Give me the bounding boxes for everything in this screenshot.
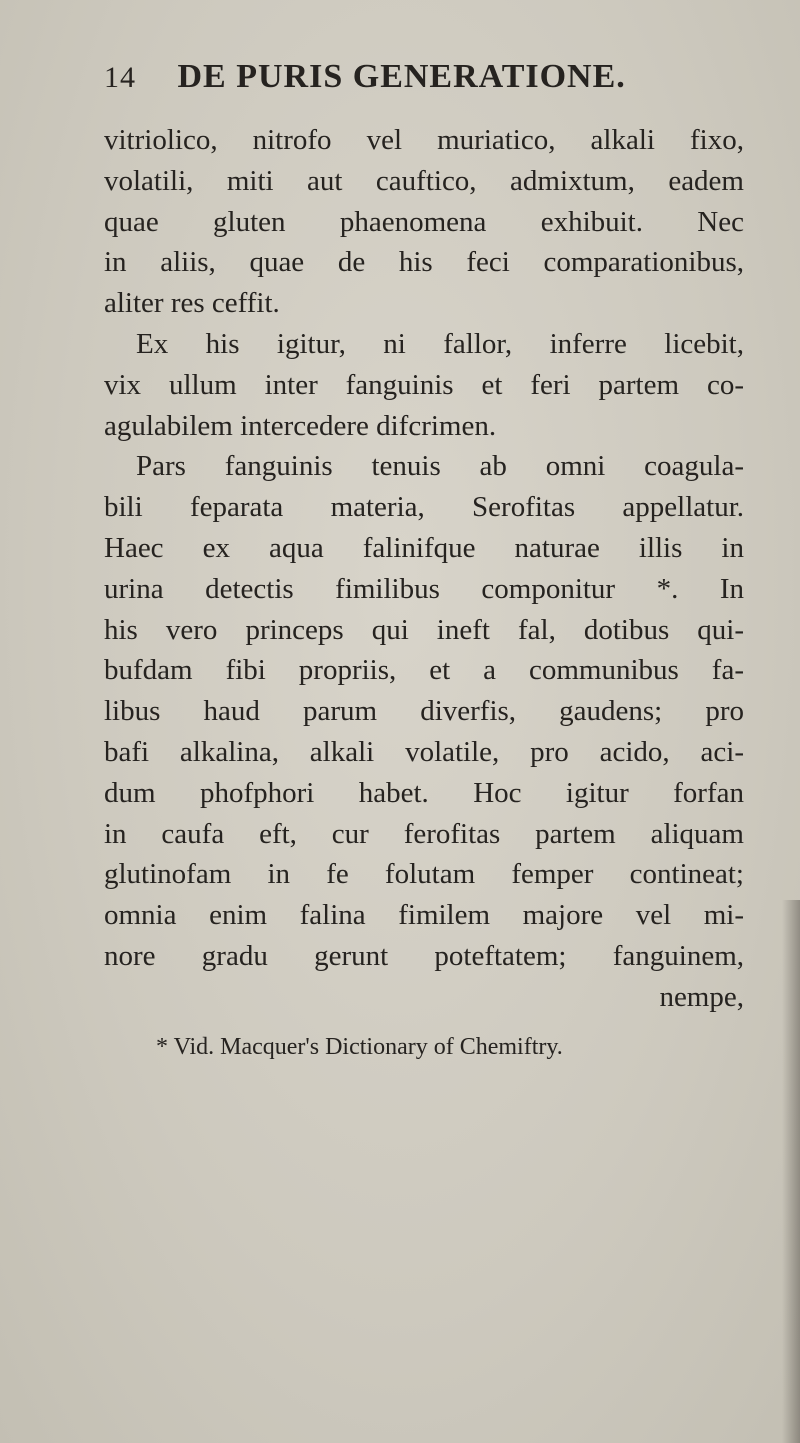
text-line: Pars fanguinis tenuis ab omni coagula- [136, 450, 744, 483]
text-line: Ex his igitur, ni fallor, inferre licebit, [136, 327, 744, 360]
text-line: in aliis, quae de his feci comparationibus, [104, 246, 744, 279]
text-line: in caufa eft, cur ferofitas partem aliquam [104, 817, 744, 850]
page-number: 14 [104, 61, 136, 94]
text-line: nore gradu gerunt poteftatem; fanguinem, [104, 939, 744, 972]
text-line: bafi alkalina, alkali volatile, pro acido, aci- [104, 735, 744, 768]
catchword: nempe, [659, 980, 744, 1013]
text-line: vix ullum inter fanguinis et feri partem co- [104, 368, 744, 401]
text-line: agulabilem intercedere difcrimen. [104, 409, 497, 442]
text-line: libus haud parum diverfis, gaudens; pro [104, 695, 744, 728]
text-line: bili feparata materia, Serofitas appellatur. [104, 491, 744, 524]
text-line: his vero princeps qui ineft fal, dotibus qui- [104, 613, 744, 646]
text-line: vitriolico, nitrofo vel muriatico, alkali fixo, [104, 124, 744, 156]
text-line: bufdam fibi propriis, et a communibus fa- [104, 654, 744, 687]
footnote: * Vid. Macquer's Dictionary of Chemiftry. [156, 1034, 563, 1060]
page-edge-shadow [782, 900, 800, 1443]
text-line: glutinofam in fe folutam femper contineat; [104, 858, 744, 891]
text-line: Haec ex aqua falinifque naturae illis in [104, 531, 744, 564]
text-line: urina detectis fimilibus componitur *. In [104, 572, 744, 605]
running-head [104, 58, 764, 102]
body-text [104, 120, 744, 1018]
text-line: quae gluten phaenomena exhibuit. Nec [104, 205, 744, 238]
running-title: DE PURIS GENERATIONE. [177, 58, 626, 95]
text-line: volatili, miti aut cauftico, admixtum, eadem [104, 164, 744, 197]
text-line: aliter res ceffit. [104, 287, 280, 320]
text-line: omnia enim falina fimilem majore vel mi- [104, 899, 744, 932]
text-line: dum phofphori habet. Hoc igitur forfan [104, 776, 744, 809]
